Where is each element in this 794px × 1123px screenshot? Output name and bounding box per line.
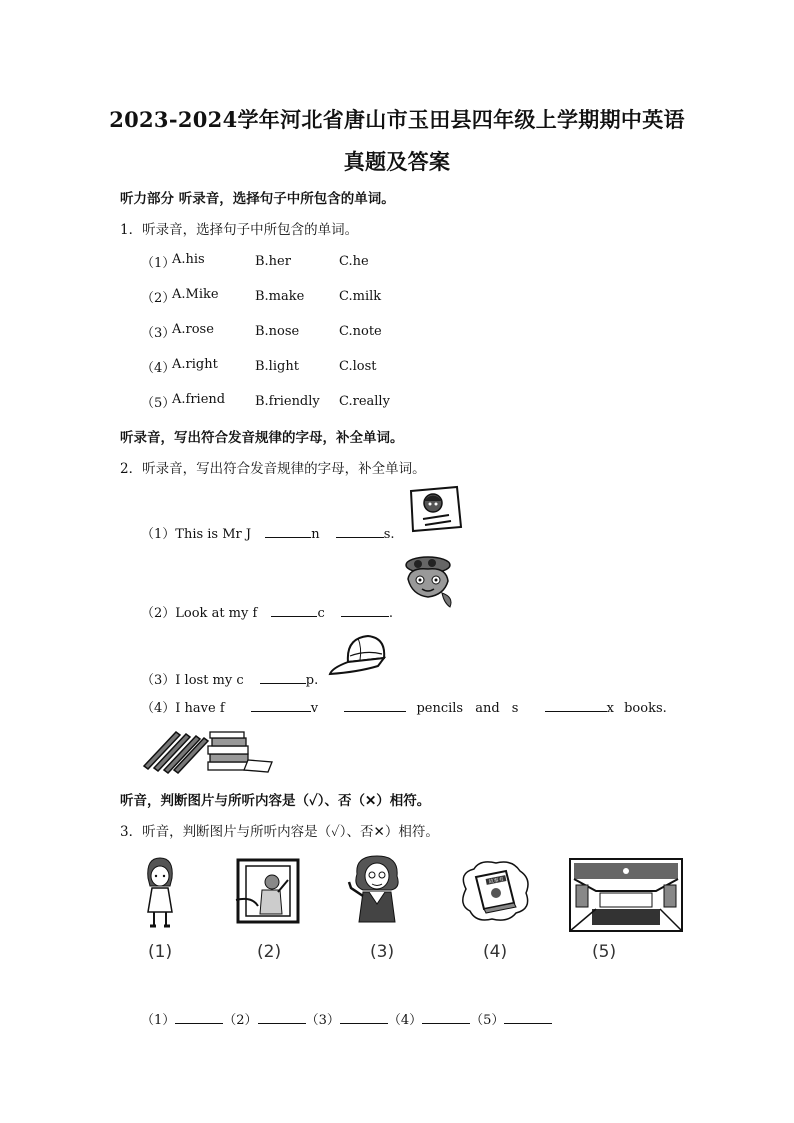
item-number: （1） — [141, 256, 176, 271]
blank-input[interactable] — [545, 699, 607, 712]
picture-label: (3) — [370, 942, 395, 962]
picture-label: (5) — [592, 942, 617, 962]
sentence-3 — [141, 669, 318, 688]
picture-label: (4) — [483, 942, 508, 962]
option-a: A.Mike — [172, 287, 219, 302]
answer-blank[interactable] — [340, 1011, 388, 1024]
sentence-1-end: s. — [383, 527, 395, 542]
option-b: B.nose — [255, 324, 300, 339]
answer-label: （5） — [470, 1013, 505, 1028]
picture-label: (1) — [148, 942, 173, 962]
option-b: B.make — [255, 289, 305, 304]
option-b: B.light — [255, 359, 299, 374]
blank-input[interactable] — [271, 604, 317, 617]
sentence-2-mid: c — [317, 606, 325, 621]
picture-label: (2) — [257, 942, 282, 962]
item-number: （3） — [141, 326, 176, 341]
sentence-3-end: p. — [305, 673, 319, 688]
item-number: （5） — [141, 396, 176, 411]
storybook-picture — [456, 859, 532, 923]
option-b: B.her — [255, 254, 291, 269]
option-c: C.milk — [339, 289, 382, 304]
sentence-4-mid: v — [310, 701, 319, 716]
answer-blank[interactable] — [175, 1011, 223, 1024]
option-a: A.his — [172, 252, 205, 267]
blank-input[interactable] — [336, 525, 384, 538]
option-c: C.he — [339, 254, 369, 269]
page-subtitle: 真题及答案 — [343, 149, 451, 174]
teacher-picture — [345, 854, 407, 926]
item-number: （2） — [141, 291, 176, 306]
window-picture — [232, 856, 304, 926]
cap-picture — [328, 632, 388, 678]
option-a: A.right — [172, 357, 218, 372]
section-heading-listening: 听力部分 听录音，选择句子中所包含的单词。 — [120, 191, 395, 207]
section-heading-judge: 听音，判断图片与所听内容是（✓）、否（✕）相符。 — [120, 793, 431, 809]
mr-jones-poster-picture — [407, 485, 463, 533]
option-c: C.note — [339, 324, 382, 339]
answer-label: （4） — [387, 1013, 423, 1028]
blank-input[interactable] — [260, 671, 306, 684]
sentence-1-mid: n — [311, 527, 320, 542]
question-1-stem: 1．听录音，选择句子中所包含的单词。 — [120, 222, 359, 238]
sentence-1 — [141, 523, 395, 542]
page-title: 2023-2024学年河北省唐山市玉田县四年级上学期期中英语 — [109, 107, 685, 132]
section-heading-phonics: 听录音，写出符合发音规律的字母，补全单词。 — [120, 430, 404, 446]
option-b: B.friendly — [255, 394, 320, 409]
blank-input[interactable] — [251, 699, 311, 712]
girl-picture — [140, 856, 180, 930]
sentence-4 — [141, 697, 667, 716]
blank-input[interactable] — [341, 604, 389, 617]
option-a: A.rose — [172, 322, 214, 337]
classroom-picture — [568, 857, 684, 933]
face-picture — [398, 553, 460, 611]
sentence-4-prefix: （4）I have f — [141, 701, 225, 716]
sentence-4-words: pencils and s — [416, 701, 519, 716]
option-a: A.friend — [172, 392, 226, 407]
sentence-2-prefix: （2）Look at my f — [141, 606, 258, 621]
answer-label: （1） — [141, 1013, 176, 1028]
sentence-1-prefix: （1）This is Mr J — [141, 527, 252, 542]
sentence-2-end: . — [388, 606, 393, 621]
sentence-4-end: x books. — [606, 701, 667, 716]
pencils-and-books-picture — [140, 726, 278, 776]
blank-input[interactable] — [265, 525, 311, 538]
sentence-2 — [141, 602, 393, 621]
answer-blank[interactable] — [504, 1011, 552, 1024]
option-c: C.lost — [339, 359, 377, 374]
storybook-title-text: 故事书 — [488, 876, 505, 886]
answer-blank[interactable] — [422, 1011, 470, 1024]
option-c: C.really — [339, 394, 390, 409]
blank-input[interactable] — [344, 699, 406, 712]
question-3-stem: 3．听音，判断图片与所听内容是（✓）、否✕）相符。 — [120, 824, 439, 840]
answer-label: （2） — [223, 1013, 258, 1028]
answer-row — [141, 1009, 552, 1028]
sentence-3-prefix: （3）I lost my c — [141, 673, 244, 688]
question-2-stem: 2．听录音，写出符合发音规律的字母，补全单词。 — [120, 461, 426, 477]
answer-label: （3） — [305, 1013, 340, 1028]
item-number: （4） — [141, 361, 176, 376]
answer-blank[interactable] — [258, 1011, 306, 1024]
